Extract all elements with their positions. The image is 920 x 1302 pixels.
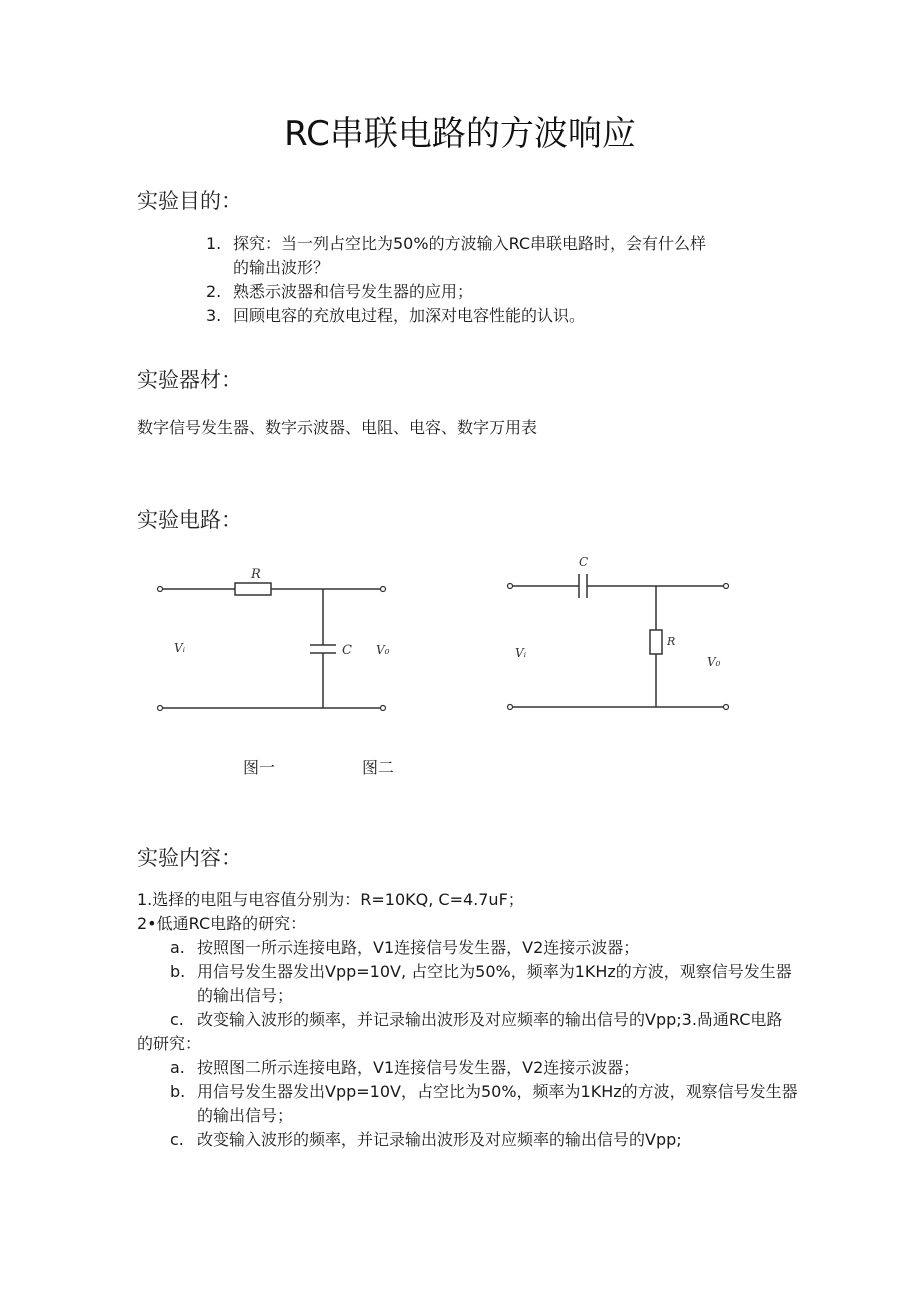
highpass-step-a-label: a. [170, 1058, 185, 1077]
highpass-step-b-label: b. [170, 1082, 186, 1101]
fig1-output-voltage-label: V₀ [376, 643, 390, 657]
fig1-resistor-label: R [251, 567, 261, 582]
figure-2-highpass-circuit [500, 550, 740, 720]
lowpass-step-b-continuation: 的输出信号； [197, 986, 294, 1005]
highpass-step-b-text: 用信号发生器发出Vpp=10V，占空比为50%，频率为1KHz的方波，观察信号发生器 [197, 1082, 798, 1101]
content-step-2-heading: 2•低通RC电路的研究： [137, 914, 307, 933]
lowpass-step-c-text: 改变输入波形的频率，并记录输出波形及对应频率的输出信号的Vpp;3.咼通RC电路 [197, 1010, 783, 1029]
fig2-terminal-out-bottom [724, 705, 729, 710]
highpass-step-b [170, 1080, 798, 1104]
purpose-item-2-text: 熟悉示波器和信号发生器的应用； [233, 282, 474, 301]
purpose-item-3-number: 3. [206, 306, 222, 325]
lowpass-step-c-label: c. [170, 1010, 184, 1029]
highpass-step-a-text: 按照图二所示连接电路，V1连接信号发生器，V2连接示波器； [197, 1058, 640, 1077]
fig1-terminal-in-top [158, 587, 163, 592]
lowpass-step-b [170, 960, 792, 984]
fig1-resistor [235, 583, 271, 595]
purpose-item-2-number: 2. [206, 282, 222, 301]
figure-2-caption: 图二 [362, 758, 395, 777]
fig2-terminal-in-top [508, 584, 513, 589]
fig2-output-voltage-label: V₀ [707, 655, 721, 669]
highpass-step-b-continuation: 的输出信号； [197, 1106, 294, 1125]
section-heading-circuit: 实验电路： [137, 508, 242, 532]
lowpass-step-a-text: 按照图一所示连接电路，V1连接信号发生器，V2连接示波器； [197, 938, 640, 957]
fig1-input-voltage-label: Vᵢ [174, 641, 186, 655]
section-heading-equipment: 实验器材： [137, 368, 242, 392]
fig1-terminal-in-bottom [158, 706, 163, 711]
purpose-item-1-continuation: 的输出波形？ [233, 258, 330, 277]
highpass-step-c-label: c. [170, 1130, 184, 1149]
lowpass-step-a [170, 936, 639, 960]
page-title: RC串联电路的方波响应 [284, 114, 636, 154]
lowpass-step-c [170, 1008, 782, 1032]
section-heading-content: 实验内容： [137, 846, 242, 870]
lowpass-step-b-text: 用信号发生器发出Vpp=10V, 占空比为50%，频率为1KHz的方波，观察信号发生器 [197, 962, 792, 981]
section-heading-purpose: 实验目的： [137, 189, 242, 213]
purpose-item-3 [206, 304, 585, 328]
fig2-capacitor-label: C [579, 555, 589, 569]
purpose-item-1 [206, 232, 706, 256]
highpass-step-a [170, 1056, 639, 1080]
highpass-step-c-text: 改变输入波形的频率，并记录输出波形及对应频率的输出信号的Vpp; [197, 1130, 682, 1149]
fig2-input-voltage-label: Vᵢ [515, 646, 527, 660]
fig2-terminal-out-top [724, 584, 729, 589]
figure-1-caption: 图一 [243, 758, 276, 777]
purpose-item-1-number: 1. [206, 234, 222, 253]
purpose-item-1-text: 探究：当一列占空比为50%的方波输入RC串联电路时，会有什么样 [233, 234, 707, 253]
fig1-terminal-out-bottom [381, 706, 386, 711]
fig2-resistor-label: R [667, 635, 676, 648]
purpose-item-3-text: 回顾电容的充放电过程，加深对电容性能的认识。 [233, 306, 586, 325]
fig1-terminal-out-top [381, 587, 386, 592]
fig2-terminal-in-bottom [508, 705, 513, 710]
figure-1-lowpass-circuit [150, 560, 400, 720]
lowpass-step-c-continuation: 的研究： [137, 1034, 202, 1053]
lowpass-step-a-label: a. [170, 938, 185, 957]
fig1-capacitor-label: C [342, 643, 352, 658]
equipment-list: 数字信号发生器、数字示波器、电阻、电容、数字万用表 [137, 418, 538, 437]
content-step-1: 1.选择的电阻与电容值分别为：R=10KQ, C=4.7uF； [137, 890, 524, 909]
lowpass-step-b-label: b. [170, 962, 186, 981]
purpose-item-2 [206, 280, 473, 304]
highpass-step-c [170, 1128, 682, 1152]
fig2-resistor [650, 630, 662, 654]
